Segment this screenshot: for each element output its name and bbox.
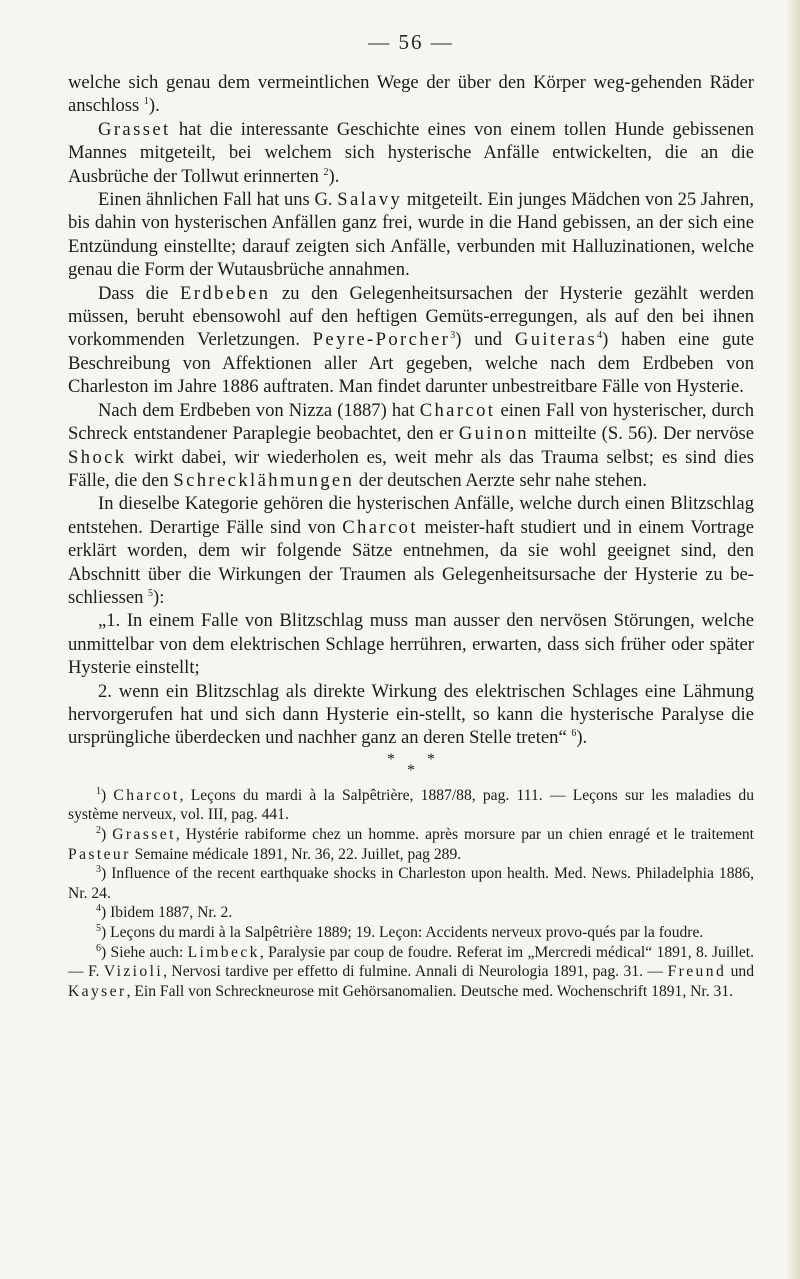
text-run: , Nervosi tardive per effetto di fulmine. Annali di Neurologia 1891, pag. 31. — [163, 963, 668, 981]
text-run: , Leçons du mardi à la Salpêtrière, 1887/88, pag. 111. — Leçons sur les maladies du système nerveux, vol. III, pag. 441. [68, 786, 755, 824]
spaced-name: Pasteur [68, 845, 131, 863]
text-run: , Paralysie par coup de foudre. Referat im „Mercredi médical“ 1891, 8. Juillet. — F. [68, 943, 754, 981]
text-run: der deutschen Aerzte sehr nahe stehen. [354, 469, 647, 491]
text-run: ). [328, 165, 340, 187]
text-run: und [726, 963, 755, 981]
text-run: ) Ibidem 1887, Nr. 2. [101, 904, 233, 922]
text-run: ). [576, 727, 588, 749]
text-run: mitgeteilt. Ein junges Mädchen von 25 Jahren, bis dahin von hysterischen Anfällen ganz frei, wurde in die Hand gebissen, an der sich eine Entzündung einstellte; darauf zeigten sich Anfälle, verbunden mit Halluzinationen, welche genau die Form der Wutausbrüche annahmen. [68, 189, 755, 281]
section-separator [68, 750, 754, 779]
footnote [68, 786, 754, 825]
footnote-marker: 1 [96, 785, 101, 797]
text-run: Semaine médicale 1891, Nr. 36, 22. Juillet, pag 289. [130, 845, 462, 863]
spaced-name: Salavy [337, 189, 403, 211]
body-text [68, 71, 754, 750]
spaced-name: Erdbeben [179, 282, 271, 304]
text-run: mitteilte (S. 56). Der nervöse [529, 423, 754, 445]
footnotes [68, 786, 754, 1002]
page-edge-shadow [786, 0, 800, 1279]
footnote-marker: 6 [96, 942, 101, 954]
footnote [68, 825, 754, 864]
footnote [68, 903, 754, 923]
footnote [68, 943, 754, 1002]
spaced-name: Charcot [419, 399, 496, 421]
spaced-name: Charcot [342, 516, 418, 538]
separator-star: * [407, 761, 415, 779]
spaced-name: Freund [667, 963, 727, 981]
footnote-marker: 4 [597, 330, 603, 342]
text-run: ) und [455, 329, 515, 351]
text-run: ): [153, 586, 165, 608]
spaced-name: Guiteras [514, 329, 598, 351]
spaced-name: Grasset [98, 118, 171, 140]
footnote-marker: 5 [148, 587, 154, 599]
footnote [68, 923, 754, 943]
footnote-marker: 2 [323, 166, 329, 178]
text-run: In dieselbe Kategorie gehören die hysterischen Anfälle, welche durch einen Blitzschlag entstehen. Derartige Fälle sind von [68, 493, 754, 538]
text-run: wirkt dabei, wir wiederholen es, weit mehr als das Trauma selbst; es sind dies Fälle, die den [68, 446, 754, 491]
text-run: ) Siehe auch: [101, 943, 188, 961]
paragraph [68, 609, 754, 679]
spaced-name: Charcot [113, 786, 180, 804]
paragraph [68, 282, 754, 399]
footnote-marker: 2 [96, 824, 101, 836]
spaced-name: Peyre-Porcher [312, 329, 451, 351]
text-run: ) Influence of the recent earthquake shocks in Charleston upon health. Med. News. Philadelphia 1886, Nr. 24. [68, 865, 754, 902]
text-run: einen Fall von hysterischer, durch Schreck entstandener Paraplegie beobachtet, den er [68, 399, 754, 445]
text-run: hat die interessante Geschichte eines von einem tollen Hunde gebissenen Mannes mitgeteilt, bei welchem sich hysterische Anfälle entwickelten, die an die Ausbrüche der Tollwut erinnerten [68, 118, 754, 187]
spaced-name: Shock [68, 446, 127, 468]
footnote-marker: 3 [450, 330, 456, 342]
footnote-marker: 3 [96, 863, 101, 875]
spaced-name: Guinon [458, 423, 530, 445]
separator-star: * [427, 750, 435, 768]
footnote-marker: 1 [143, 96, 149, 108]
paragraph [68, 399, 754, 493]
spaced-name: Grasset [112, 825, 176, 843]
text-run: Einen ähnlichen Fall hat uns G. [98, 189, 338, 211]
text-run: „1. In einem Falle von Blitzschlag muss man ausser den nervösen Störungen, welche unmittelbar von dem elektrischen Schlage herrühren, erwarten, dass sich früher oder später Hysterie einstellt; [68, 610, 754, 679]
spaced-name: Kayser [68, 982, 127, 1000]
text-run: ) haben eine gute Beschreibung von Affektionen aller Art gegeben, welche nach dem Erdbeben von Charleston im Jahre 1886 auftraten. Man findet darunter unbestreitbare Fälle von Hysterie. [68, 329, 755, 398]
text-run: ) Leçons du mardi à la Salpêtrière 1889; 19. Leçon: Accidents nerveux provo-qués par la foudre. [101, 923, 704, 941]
text-run: , Hystérie rabiforme chez un homme. après morsure par un chien enragé et le traitement [175, 825, 755, 843]
footnote [68, 864, 754, 903]
page-number: — 56 — [368, 30, 454, 54]
paragraph [68, 188, 754, 282]
spaced-name: Schrecklähmungen [173, 469, 355, 491]
paragraph [68, 680, 754, 750]
paragraph [68, 71, 754, 118]
footnote-marker: 4 [96, 903, 101, 915]
footnote-marker: 6 [571, 728, 577, 740]
text-run: ) [101, 786, 114, 804]
text-run: welche sich genau dem vermeintlichen Wege der über den Körper weg-gehenden Räder anschloss [68, 72, 754, 117]
text-run: zu den Gelegenheitsursachen der Hysterie gezählt werden müssen, beruht ebensowohl auf den heftigen Gemüts-erregungen, als auf den bei ihnen vorkommenden Verletzungen. [68, 282, 754, 351]
separator-star: * [387, 750, 395, 768]
page-content [68, 30, 754, 1001]
text-run: ) [101, 825, 113, 843]
paragraph [68, 492, 754, 609]
text-run: 2. wenn ein Blitzschlag als direkte Wirkung des elektrischen Schlages eine Lähmung hervorgerufen hat und sich dann Hysterie ein-stellt, so kann die hysterische Paralyse die ursprüngliche überdecken und nachher ganz an deren Stelle treten“ [68, 680, 754, 749]
text-run: , Ein Fall von Schreckneurose mit Gehörsanomalien. Deutsche med. Wochenschrift 1891, Nr. 31. [126, 982, 734, 1000]
text-run: meister-haft studiert und in einem Vortrage erklärt worden, dem wir folgende Sätze entnehmen, da sie wohl geeignet sind, den Abschnitt über die Wirkungen der Traumen als Gelegenheitsursache der Hysterie zu be-schliessen [68, 516, 755, 608]
text-run: Nach dem Erdbeben von Nizza (1887) hat [98, 399, 420, 421]
spaced-name: Vizioli [103, 963, 164, 981]
text-run: Dass die [98, 282, 180, 304]
paragraph [68, 118, 754, 188]
spaced-name: Limbeck [187, 943, 260, 961]
footnote-marker: 5 [96, 922, 101, 934]
text-run: ). [148, 95, 160, 117]
